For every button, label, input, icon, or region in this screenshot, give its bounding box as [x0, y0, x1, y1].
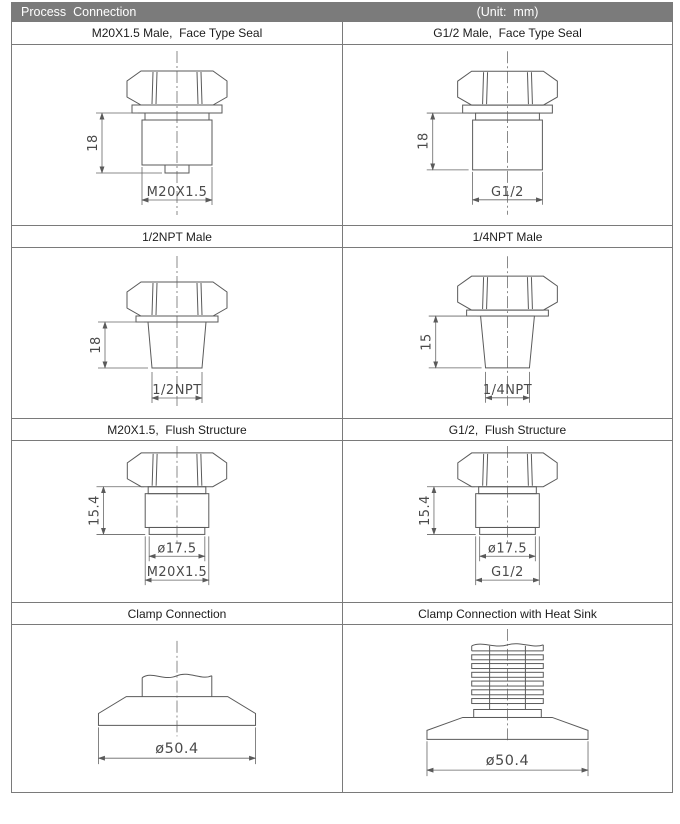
dim-height-label: 18	[86, 134, 101, 152]
drawing-14npt	[343, 248, 672, 418]
unit-note: (Unit: mm)	[476, 4, 539, 19]
drawing-cell-clamp	[12, 625, 342, 792]
drawing-clamp-heatsink	[343, 625, 672, 792]
dim-diameter-label: ø50.4	[155, 741, 199, 758]
cell-title-m20-flush: M20X1.5, Flush Structure	[12, 418, 342, 441]
dim-diameter-label: ø17.5	[487, 541, 528, 557]
section-title: Process Connection	[21, 4, 137, 19]
dim-height-label: 18	[416, 132, 432, 150]
connection-table	[11, 21, 673, 793]
dim-height-label: 15.4	[417, 495, 433, 526]
drawing-m20-flush	[12, 441, 342, 602]
dim-height-label: 15	[419, 333, 435, 351]
drawing-cell-g12-face-seal	[342, 45, 672, 225]
cell-title-12npt: 1/2NPT Male	[12, 225, 342, 248]
spec-sheet	[11, 2, 673, 793]
cell-title-14npt: 1/4NPT Male	[342, 225, 672, 248]
drawing-12npt	[12, 248, 342, 418]
dim-thread-label: G1/2	[491, 184, 524, 200]
dim-thread-label: 1/4NPT	[482, 382, 533, 398]
dim-diameter-label: ø17.5	[157, 541, 197, 557]
dim-thread-label: M20X1.5	[146, 565, 208, 581]
dim-height-label: 15.4	[87, 495, 103, 526]
drawing-cell-m20-face-seal	[12, 45, 342, 225]
drawing-cell-clamp-heatsink	[342, 625, 672, 792]
cell-title-clamp-heatsink: Clamp Connection with Heat Sink	[342, 602, 672, 625]
drawing-m20-face-seal	[12, 45, 342, 225]
drawing-cell-12npt	[12, 248, 342, 418]
dim-thread-label: 1/2NPT	[152, 383, 202, 398]
drawing-clamp	[12, 625, 342, 792]
drawing-g12-flush	[343, 441, 672, 602]
drawing-cell-m20-flush	[12, 441, 342, 602]
cell-title-m20-face-seal: M20X1.5 Male, Face Type Seal	[12, 22, 342, 45]
dim-thread-label: M20X1.5	[146, 185, 208, 200]
dim-diameter-label: ø50.4	[485, 753, 530, 770]
dim-height-label: 18	[89, 336, 104, 354]
drawing-cell-g12-flush	[342, 441, 672, 602]
cell-title-g12-face-seal: G1/2 Male, Face Type Seal	[342, 22, 672, 45]
section-header-bar	[11, 2, 673, 21]
cell-title-clamp: Clamp Connection	[12, 602, 342, 625]
drawing-g12-face-seal	[343, 45, 672, 225]
drawing-cell-14npt	[342, 248, 672, 418]
cell-title-g12-flush: G1/2, Flush Structure	[342, 418, 672, 441]
dim-thread-label: G1/2	[491, 565, 524, 581]
